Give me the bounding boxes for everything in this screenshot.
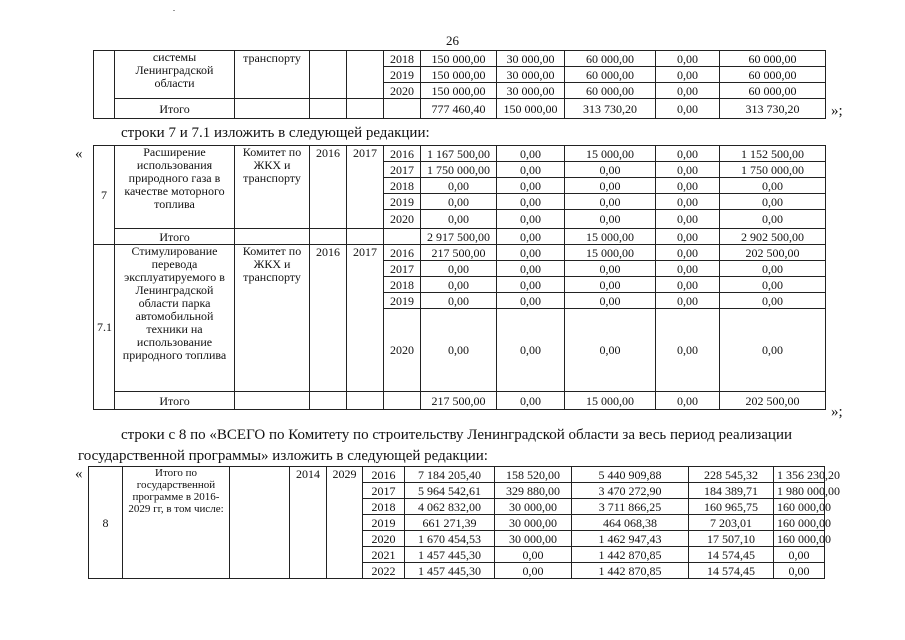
table-cell: 2016 <box>310 146 347 229</box>
table-cell: 0,00 <box>720 309 826 392</box>
scan-speck <box>173 10 175 11</box>
table-cell: 160 965,75 <box>689 499 774 515</box>
table-cell: 15 000,00 <box>565 245 656 261</box>
table-cell: 15 000,00 <box>565 392 656 410</box>
table-cell: 0,00 <box>720 277 826 293</box>
table-cell: 2022 <box>363 563 405 579</box>
table-cell: 30 000,00 <box>495 531 572 547</box>
table-cell: 15 000,00 <box>565 146 656 162</box>
table-cell: 217 500,00 <box>421 245 497 261</box>
table-cell <box>347 229 384 245</box>
table-cell: 329 880,00 <box>495 483 572 499</box>
table-cell: 464 068,38 <box>572 515 689 531</box>
table-cell: 313 730,20 <box>565 99 656 119</box>
table-cell: 0,00 <box>421 194 497 210</box>
table-cell: 60 000,00 <box>720 67 826 83</box>
table-cell: 60 000,00 <box>565 67 656 83</box>
close-quote: »; <box>831 103 843 119</box>
total-row <box>94 99 826 119</box>
table-cell: 160 000,00 <box>774 515 825 531</box>
table-cell: 0,00 <box>565 293 656 309</box>
table-cell: 0,00 <box>774 547 825 563</box>
measure-name: Стимулирование перевода эксплуатируемого в Ленинградской области парка автомобильной техники на использование природного топлива <box>115 245 235 392</box>
table-cell: 0,00 <box>656 229 720 245</box>
table-cell: 0,00 <box>656 146 720 162</box>
paragraph-edit-8-line2: государственной программы» изложить в следующей редакции: <box>78 448 488 464</box>
table-cell: 1 167 500,00 <box>421 146 497 162</box>
table-cell: 0,00 <box>565 162 656 178</box>
table-cell: 2 917 500,00 <box>421 229 497 245</box>
table-cell: 2017 <box>384 162 421 178</box>
table-cell: Итого <box>115 99 235 119</box>
table-cell: 0,00 <box>495 563 572 579</box>
table-cell: 0,00 <box>656 67 720 83</box>
table-cell: 228 545,32 <box>689 467 774 483</box>
table-cell <box>384 229 421 245</box>
table-cell: 1 356 230,20 <box>774 467 825 483</box>
table-cell: 0,00 <box>656 245 720 261</box>
table-cell <box>310 99 347 119</box>
table-cell: 2018 <box>363 499 405 515</box>
executor: транспорту <box>235 51 310 99</box>
table-cell: 7 184 205,40 <box>405 467 495 483</box>
table-cell: 150 000,00 <box>421 67 497 83</box>
table-cell: 0,00 <box>497 309 565 392</box>
table-cell: 2019 <box>384 293 421 309</box>
table-cell: 0,00 <box>565 210 656 229</box>
table-cell: 17 507,10 <box>689 531 774 547</box>
table-cell: 150 000,00 <box>497 99 565 119</box>
executor: Комитет по ЖКХ и транспорту <box>235 146 310 229</box>
table-cell: 2016 <box>310 245 347 392</box>
table-cell: 0,00 <box>421 293 497 309</box>
table-cell: 777 460,40 <box>421 99 497 119</box>
table-cell: 14 574,45 <box>689 547 774 563</box>
table-cell: 2020 <box>384 210 421 229</box>
table-cell: 0,00 <box>565 309 656 392</box>
table-cell: 2020 <box>384 83 421 99</box>
table-row <box>89 467 825 483</box>
table-row <box>94 245 826 261</box>
table-cell: 0,00 <box>656 162 720 178</box>
table-cell: 1 670 454,53 <box>405 531 495 547</box>
table-cell: 30 000,00 <box>497 83 565 99</box>
table-cell: 0,00 <box>656 392 720 410</box>
table-cell: 0,00 <box>656 99 720 119</box>
table-cell: 217 500,00 <box>421 392 497 410</box>
table-cell: 0,00 <box>656 277 720 293</box>
table-continuation <box>93 50 826 119</box>
table-cell: 1 457 445,30 <box>405 547 495 563</box>
page-number: 26 <box>446 33 459 48</box>
table-cell: Итого <box>115 392 235 410</box>
table-cell: 0,00 <box>656 309 720 392</box>
table-cell: 150 000,00 <box>421 51 497 67</box>
table-cell: 202 500,00 <box>720 392 826 410</box>
table-cell: 0,00 <box>421 178 497 194</box>
table-cell: 2020 <box>384 309 421 392</box>
table-cell <box>384 392 421 410</box>
table-cell: 0,00 <box>656 83 720 99</box>
table-cell: 1 152 500,00 <box>720 146 826 162</box>
table-cell: 60 000,00 <box>720 83 826 99</box>
table-cell: 202 500,00 <box>720 245 826 261</box>
table-cell: 2018 <box>384 277 421 293</box>
row-number: 8 <box>89 467 123 579</box>
table-cell <box>94 51 115 119</box>
table-cell: 0,00 <box>497 293 565 309</box>
table-cell: 30 000,00 <box>497 67 565 83</box>
table-cell <box>384 99 421 119</box>
table-cell: 313 730,20 <box>720 99 826 119</box>
open-quote: « <box>75 146 83 162</box>
table-cell: 0,00 <box>497 178 565 194</box>
table-cell: 1 750 000,00 <box>421 162 497 178</box>
table-cell: 0,00 <box>656 51 720 67</box>
table-cell: 60 000,00 <box>720 51 826 67</box>
table-cell: 0,00 <box>656 293 720 309</box>
table-cell: 160 000,00 <box>774 499 825 515</box>
table-cell: 15 000,00 <box>565 229 656 245</box>
table-cell: 661 271,39 <box>405 515 495 531</box>
table-cell <box>347 51 384 99</box>
table-cell: 14 574,45 <box>689 563 774 579</box>
table-cell <box>347 99 384 119</box>
table-cell: 0,00 <box>421 309 497 392</box>
table-row-8 <box>88 466 840 579</box>
table-cell: 0,00 <box>565 194 656 210</box>
measure-name: Итого по государственной программе в 2016-2029 гг, в том числе: <box>123 467 230 579</box>
table-row <box>94 51 826 67</box>
table-cell: 0,00 <box>656 261 720 277</box>
table-cell: 2017 <box>347 245 384 392</box>
total-row <box>94 392 826 410</box>
table-cell <box>310 392 347 410</box>
row-number: 7.1 <box>94 245 115 410</box>
table-cell: 1 457 445,30 <box>405 563 495 579</box>
table-cell: 0,00 <box>497 392 565 410</box>
measure-name: Расширение использования природного газа в качестве моторного топлива <box>115 146 235 229</box>
table-cell: 5 964 542,61 <box>405 483 495 499</box>
table-cell: 0,00 <box>495 547 572 563</box>
table-cell: 0,00 <box>565 277 656 293</box>
table-cell: 1 980 000,00 <box>774 483 825 499</box>
table-cell <box>347 392 384 410</box>
table-cell: 0,00 <box>421 261 497 277</box>
table-cell <box>230 467 290 579</box>
table-cell: 3 470 272,90 <box>572 483 689 499</box>
table-cell: 0,00 <box>497 229 565 245</box>
open-quote: « <box>75 466 83 482</box>
table-cell: 2016 <box>384 146 421 162</box>
table-cell: 0,00 <box>565 178 656 194</box>
table-row <box>94 146 826 162</box>
table-cell: 3 711 866,25 <box>572 499 689 515</box>
table-cell: 7 203,01 <box>689 515 774 531</box>
table-cell: 60 000,00 <box>565 51 656 67</box>
table-cell: 0,00 <box>720 261 826 277</box>
table-cell: 30 000,00 <box>495 499 572 515</box>
table-cell <box>235 392 310 410</box>
table-cell: 0,00 <box>656 194 720 210</box>
table-cell: 2016 <box>384 245 421 261</box>
table-cell: 1 750 000,00 <box>720 162 826 178</box>
table-cell: 2029 <box>327 467 363 579</box>
table-cell: 0,00 <box>720 194 826 210</box>
table-cell <box>235 99 310 119</box>
table-cell <box>310 51 347 99</box>
table-cell: 0,00 <box>421 210 497 229</box>
table-cell: 0,00 <box>774 563 825 579</box>
table-cell: 0,00 <box>565 261 656 277</box>
table-cell: 2017 <box>384 261 421 277</box>
close-quote: »; <box>831 404 843 420</box>
table-cell: 30 000,00 <box>497 51 565 67</box>
table-cell: 2020 <box>363 531 405 547</box>
table-cell: 2014 <box>290 467 327 579</box>
table-cell: 4 062 832,00 <box>405 499 495 515</box>
table-cell: 0,00 <box>497 210 565 229</box>
table-cell: 0,00 <box>656 210 720 229</box>
paragraph-edit-8-line1: строки с 8 по «ВСЕГО по Комитету по строительству Ленинградской области за весь период реализации <box>121 427 792 443</box>
table-cell: 0,00 <box>656 178 720 194</box>
table-cell: 5 440 909,88 <box>572 467 689 483</box>
table-cell: 2019 <box>384 67 421 83</box>
table-cell: 2017 <box>347 146 384 229</box>
total-row <box>94 229 826 245</box>
table-cell: 0,00 <box>497 146 565 162</box>
table-cell: 0,00 <box>421 277 497 293</box>
table-cell: 2017 <box>363 483 405 499</box>
table-cell: Итого <box>115 229 235 245</box>
table-cell: 184 389,71 <box>689 483 774 499</box>
table-cell: 0,00 <box>497 245 565 261</box>
table-cell: 0,00 <box>720 210 826 229</box>
table-cell: 150 000,00 <box>421 83 497 99</box>
table-cell: 30 000,00 <box>495 515 572 531</box>
table-cell: 158 520,00 <box>495 467 572 483</box>
executor: Комитет по ЖКХ и транспорту <box>235 245 310 392</box>
table-cell: 2018 <box>384 178 421 194</box>
measure-name: системы Ленинградской области <box>115 51 235 99</box>
table-cell: 0,00 <box>720 293 826 309</box>
table-cell: 1 442 870,85 <box>572 563 689 579</box>
table-cell <box>310 229 347 245</box>
table-cell <box>235 229 310 245</box>
table-cell: 2021 <box>363 547 405 563</box>
table-rows-7 <box>93 145 826 410</box>
table-cell: 2019 <box>384 194 421 210</box>
table-cell: 2016 <box>363 467 405 483</box>
table-cell: 0,00 <box>497 277 565 293</box>
table-cell: 2018 <box>384 51 421 67</box>
table-cell: 60 000,00 <box>565 83 656 99</box>
table-cell: 0,00 <box>720 178 826 194</box>
table-cell: 1 462 947,43 <box>572 531 689 547</box>
table-cell: 2 902 500,00 <box>720 229 826 245</box>
table-cell: 2019 <box>363 515 405 531</box>
table-cell: 0,00 <box>497 261 565 277</box>
table-cell: 1 442 870,85 <box>572 547 689 563</box>
paragraph-edit-7: строки 7 и 7.1 изложить в следующей редакции: <box>121 125 430 141</box>
row-number: 7 <box>94 146 115 245</box>
table-cell: 0,00 <box>497 194 565 210</box>
table-cell: 0,00 <box>497 162 565 178</box>
table-cell: 160 000,00 <box>774 531 825 547</box>
